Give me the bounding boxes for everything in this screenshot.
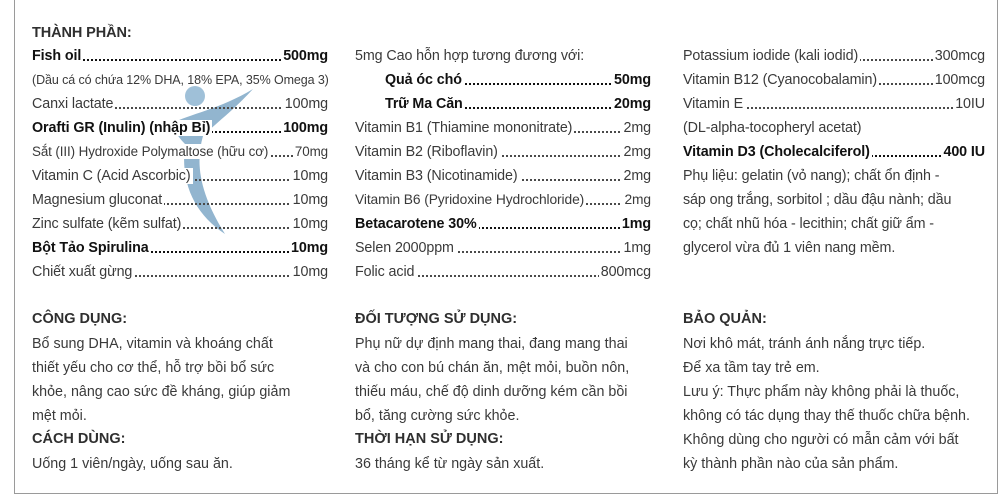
ingredient-row: Zinc sulfate (kẽm sulfat) 10mg	[32, 212, 328, 236]
storage-text: Nơi khô mát, tránh ánh nắng trực tiếp. Để xa tầm tay trẻ em. Lưu ý: Thực phẩm này không phải là thuốc, không có tác dụng thay thế thuốc chữa bệnh. Không dùng cho người có mẫn cảm với bất kỳ thành phần nào của sản phẩm.	[683, 336, 970, 472]
sub-ingredient-row: Quả óc chó 50mg	[355, 68, 651, 92]
uses-section	[32, 308, 328, 476]
ingredient-row: Vitamin B12 (Cyanocobalamin) 100mcg	[683, 68, 985, 92]
target-users-text: Phụ nữ dự định mang thai, đang mang thai và cho con bú chán ăn, mệt mỏi, buồn nôn, thiếu máu, chế độ dinh dưỡng kém cần bồi bổ, tăng cường sức khỏe.	[355, 336, 630, 424]
ingredient-fish-oil: Fish oil 500mg	[32, 44, 328, 68]
ingredient-vitamin-d3: Vitamin D3 (Cholecalciferol) 400 IU	[683, 140, 985, 164]
target-users-heading: ĐỐI TƯỢNG SỬ DỤNG:	[355, 311, 518, 327]
ingredient-row: Canxi lactate 100mg	[32, 92, 328, 116]
extract-intro: 5mg Cao hỗn hợp tương đương với:	[355, 48, 585, 64]
storage-section	[683, 308, 985, 476]
ingredients-heading: THÀNH PHẦN:	[32, 25, 132, 41]
ingredient-row: Vitamin B1 (Thiamine mononitrate) 2mg	[355, 116, 651, 140]
ingredient-row: Vitamin B2 (Riboflavin) 2mg	[355, 140, 651, 164]
storage-heading: BẢO QUẢN:	[683, 311, 767, 327]
ingredient-row: Sắt (III) Hydroxide Polymaltose (hữu cơ) 70mg	[32, 140, 328, 164]
label-panel	[14, 0, 998, 494]
ingredient-row: Vitamin E 10IU	[683, 92, 985, 116]
fish-oil-note: (Dầu cá có chứa 12% DHA, 18% EPA, 35% Omega 3)	[32, 73, 329, 87]
ingredients-column-3	[683, 44, 985, 260]
ingredient-row: Potassium iodide (kali iodid) 300mcg	[683, 44, 985, 68]
ingredient-row: Orafti GR (Inulin) (nhập Bỉ) 100mg	[32, 116, 328, 140]
shelf-life-heading: THỜI HẠN SỬ DỤNG:	[355, 431, 504, 447]
shelf-life-text: 36 tháng kể từ ngày sản xuất.	[355, 456, 545, 472]
ingredient-row: Selen 2000ppm 1mg	[355, 236, 651, 260]
dosage-heading: CÁCH DÙNG:	[32, 431, 126, 447]
excipients-text: Phụ liệu: gelatin (vỏ nang); chất ổn định - sáp ong trắng, sorbitol ; dầu đậu nành; dầu cọ; chất nhũ hóa - lecithin; chất giữ ẩm - glycerol vừa đủ 1 viên nang mềm.	[683, 168, 952, 256]
dosage-text: Uống 1 viên/ngày, uống sau ăn.	[32, 456, 233, 472]
sub-ingredient-row: Trữ Ma Căn 20mg	[355, 92, 651, 116]
uses-text: Bổ sung DHA, vitamin và khoáng chất thiết yếu cho cơ thể, hỗ trợ bồi bổ sức khỏe, nâng cao sức đề kháng, giúp giảm mệt mỏi.	[32, 336, 291, 424]
ingredient-row: Vitamin B6 (Pyridoxine Hydrochloride) 2mg	[355, 188, 651, 212]
ingredient-row: Magnesium gluconat 10mg	[32, 188, 328, 212]
ingredient-row: Betacarotene 30% 1mg	[355, 212, 651, 236]
ingredients-column-1	[32, 22, 328, 284]
vitamin-e-note: (DL-alpha-tocopheryl acetat)	[683, 120, 862, 136]
uses-heading: CÔNG DỤNG:	[32, 311, 128, 327]
ingredient-row: Vitamin C (Acid Ascorbic) 10mg	[32, 164, 328, 188]
ingredient-row: Chiết xuất gừng 10mg	[32, 260, 328, 284]
ingredient-row: Bột Tảo Spirulina 10mg	[32, 236, 328, 260]
ingredient-row: Vitamin B3 (Nicotinamide) 2mg	[355, 164, 651, 188]
ingredient-row: Folic acid 800mcg	[355, 260, 651, 284]
target-users-section	[355, 308, 651, 476]
ingredients-column-2	[355, 44, 651, 284]
